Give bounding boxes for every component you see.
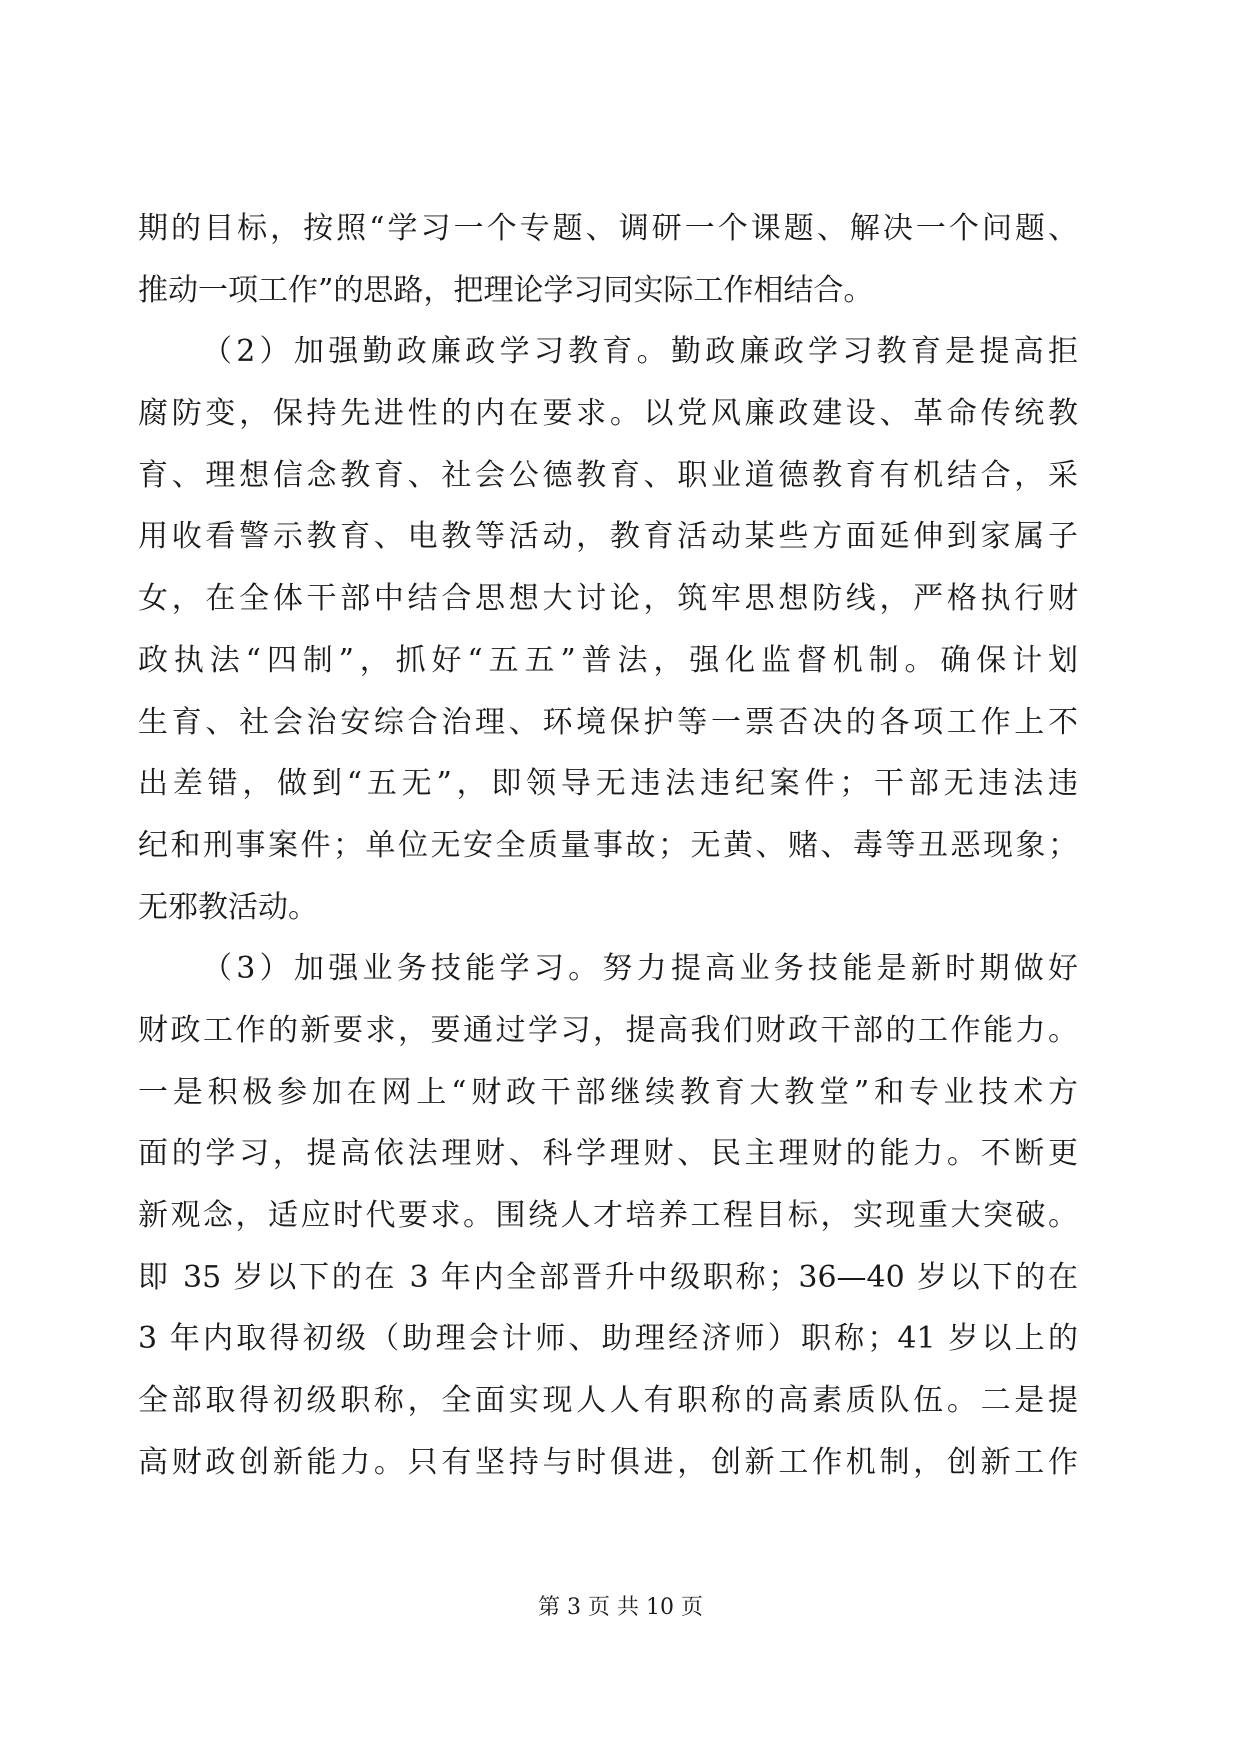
text-line: 财政工作的新要求，要通过学习，提高我们财政干部的工作能力。	[138, 1012, 1078, 1048]
text-line: 期的目标，按照“学习一个专题、调研一个课题、解决一个问题、	[138, 211, 1078, 246]
paragraph	[138, 321, 1078, 938]
text-line: 高财政创新能力。只有坚持与时俱进，创新工作机制，创新工作	[138, 1444, 1078, 1480]
text-line: 一是积极参加在网上“财政干部继续教育大教堂”和专业技术方	[138, 1074, 1078, 1110]
text-line: 新观念，适应时代要求。围绕人才培养工程目标，实现重大突破。	[138, 1198, 1078, 1233]
text-line: 无邪教活动。	[138, 889, 318, 925]
text-line: 推动一项工作”的思路，把理论学习同实际工作相结合。	[138, 272, 874, 308]
text-line: 生育、社会治安综合治理、环境保护等一票否决的各项工作上不	[138, 704, 1078, 740]
text-line: 腐防变，保持先进性的内在要求。以党风廉政建设、革命传统教	[138, 396, 1078, 432]
text-line: 育、理想信念教育、社会公德教育、职业道德教育有机结合，采	[138, 457, 1078, 493]
text-line: （3）加强业务技能学习。努力提高业务技能是新时期做好	[202, 951, 1078, 987]
text-line: 全部取得初级职称，全面实现人人有职称的高素质队伍。二是提	[138, 1383, 1078, 1419]
text-line: 出差错，做到“五无”，即领导无违法违纪案件；干部无违法违	[138, 766, 1078, 802]
text-line: 即 35 岁以下的在 3 年内全部晋升中级职称；36—40 岁以下的在	[138, 1259, 1078, 1295]
text-line: （2）加强勤政廉政学习教育。勤政廉政学习教育是提高拒	[202, 334, 1078, 370]
body-text	[138, 198, 1078, 1493]
paragraph	[138, 198, 1078, 321]
text-line: 面的学习，提高依法理财、科学理财、民主理财的能力。不断更	[138, 1136, 1078, 1172]
paragraph	[138, 938, 1078, 1493]
text-line: 女，在全体干部中结合思想大讨论，筑牢思想防线，严格执行财	[138, 581, 1078, 617]
text-line: 纪和刑事案件；单位无安全质量事故；无黄、赌、毒等丑恶现象；	[138, 827, 1078, 863]
text-line: 用收看警示教育、电教等活动，教育活动某些方面延伸到家属子	[138, 519, 1078, 555]
text-line: 政执法“四制”，抓好“五五”普法，强化监督机制。确保计划	[138, 642, 1078, 678]
text-line: 3 年内取得初级（助理会计师、助理经济师）职称；41 岁以上的	[138, 1321, 1078, 1357]
page-footer: 第 3 页 共 10 页	[538, 1595, 703, 1620]
